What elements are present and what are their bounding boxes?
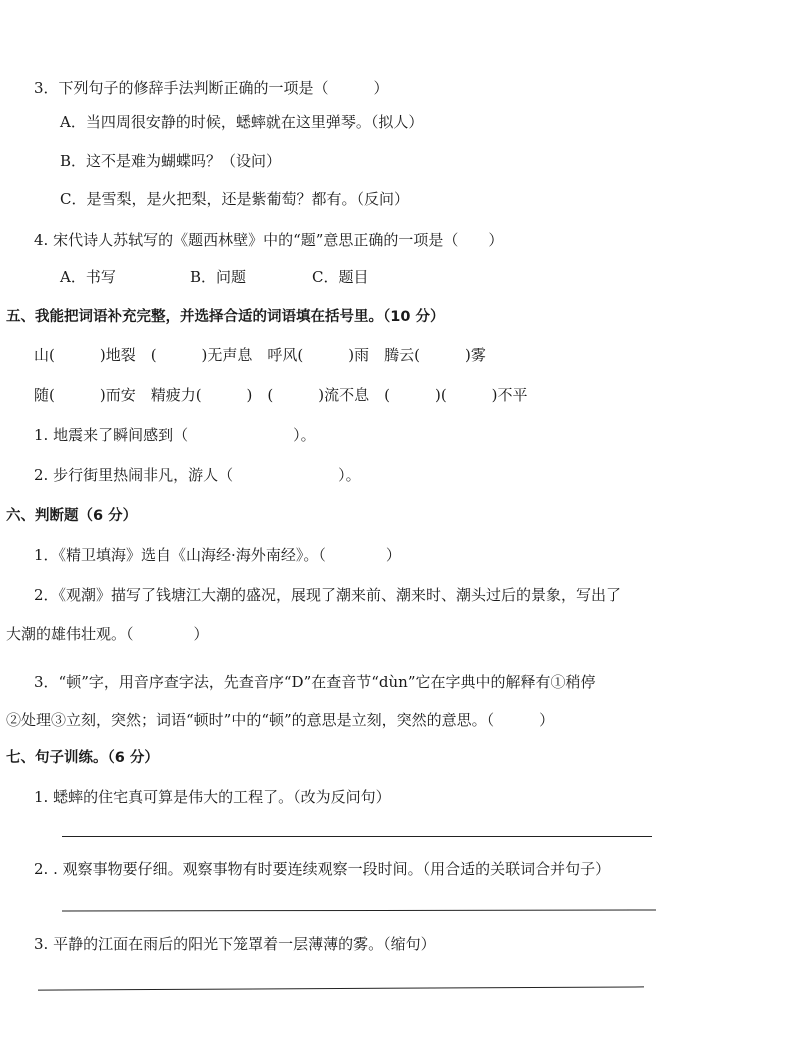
idiom-row-1: 山( )地裂 ( )无声息 呼风( )雨 腾云( )雾 [34,346,486,364]
sentence-q1: 1. 蟋蟀的住宅真可算是伟大的工程了。（改为反问句） [34,788,391,806]
judge-q3-line2: ②处理③立刻，突然；词语“顿时”中的“顿”的意思是立刻，突然的意思。（ ） [6,711,555,729]
q3-option-c: C．是雪梨，是火把梨，还是紫葡萄？都有。（反问） [60,190,409,208]
q3-stem: 3．下列句子的修辞手法判断正确的一项是（ ） [34,79,389,97]
q4-option-a: A．书写 [60,268,116,286]
idiom-row-2: 随( )而安 精疲力( ) ( )流不息 ( )( )不平 [34,386,528,404]
sentence-q2: 2. . 观察事物要仔细。观察事物有时要连续观察一段时间。（用合适的关联词合并句子） [34,860,611,878]
q3-option-a: A．当四周很安静的时候，蟋蟀就在这里弹琴。（拟人） [60,113,424,131]
q4-option-c: C．题目 [312,268,369,286]
q3-option-b: B．这不是难为蝴蝶吗？（设问） [60,152,282,170]
judge-q1: 1．《精卫填海》选自《山海经·海外南经》。（ ） [34,546,401,564]
answer-line-3[interactable] [38,986,644,990]
q4-stem: 4. 宋代诗人苏轼写的《题西林壁》中的“题”意思正确的一项是（ ） [34,231,504,249]
section-7-heading: 七、句子训练。（6 分） [6,750,159,766]
answer-line-2[interactable] [62,909,656,911]
judge-q2-line1: 2．《观潮》描写了钱塘江大潮的盛况，展现了潮来前、潮来时、潮头过后的景象，写出了 [34,586,622,604]
q4-option-b: B．问题 [190,268,247,286]
section-5-heading: 五、我能把词语补充完整，并选择合适的词语填在括号里。（10 分） [6,309,445,325]
answer-line-1[interactable] [62,836,652,837]
judge-q3-line1: 3．“顿”字，用音序查字法，先查音序“D”在查音节“dùn”它在字典中的解释有①稍停 [34,673,596,691]
fill-sentence-2: 2. 步行街里热闹非凡，游人（ ）。 [34,466,361,484]
section-6-heading: 六、判断题（6 分） [6,508,138,524]
judge-q2-line2: 大潮的雄伟壮观。（ ） [6,625,209,643]
fill-sentence-1: 1. 地震来了瞬间感到（ ）。 [34,426,316,444]
sentence-q3: 3. 平静的江面在雨后的阳光下笼罩着一层薄薄的雾。（缩句） [34,935,436,953]
